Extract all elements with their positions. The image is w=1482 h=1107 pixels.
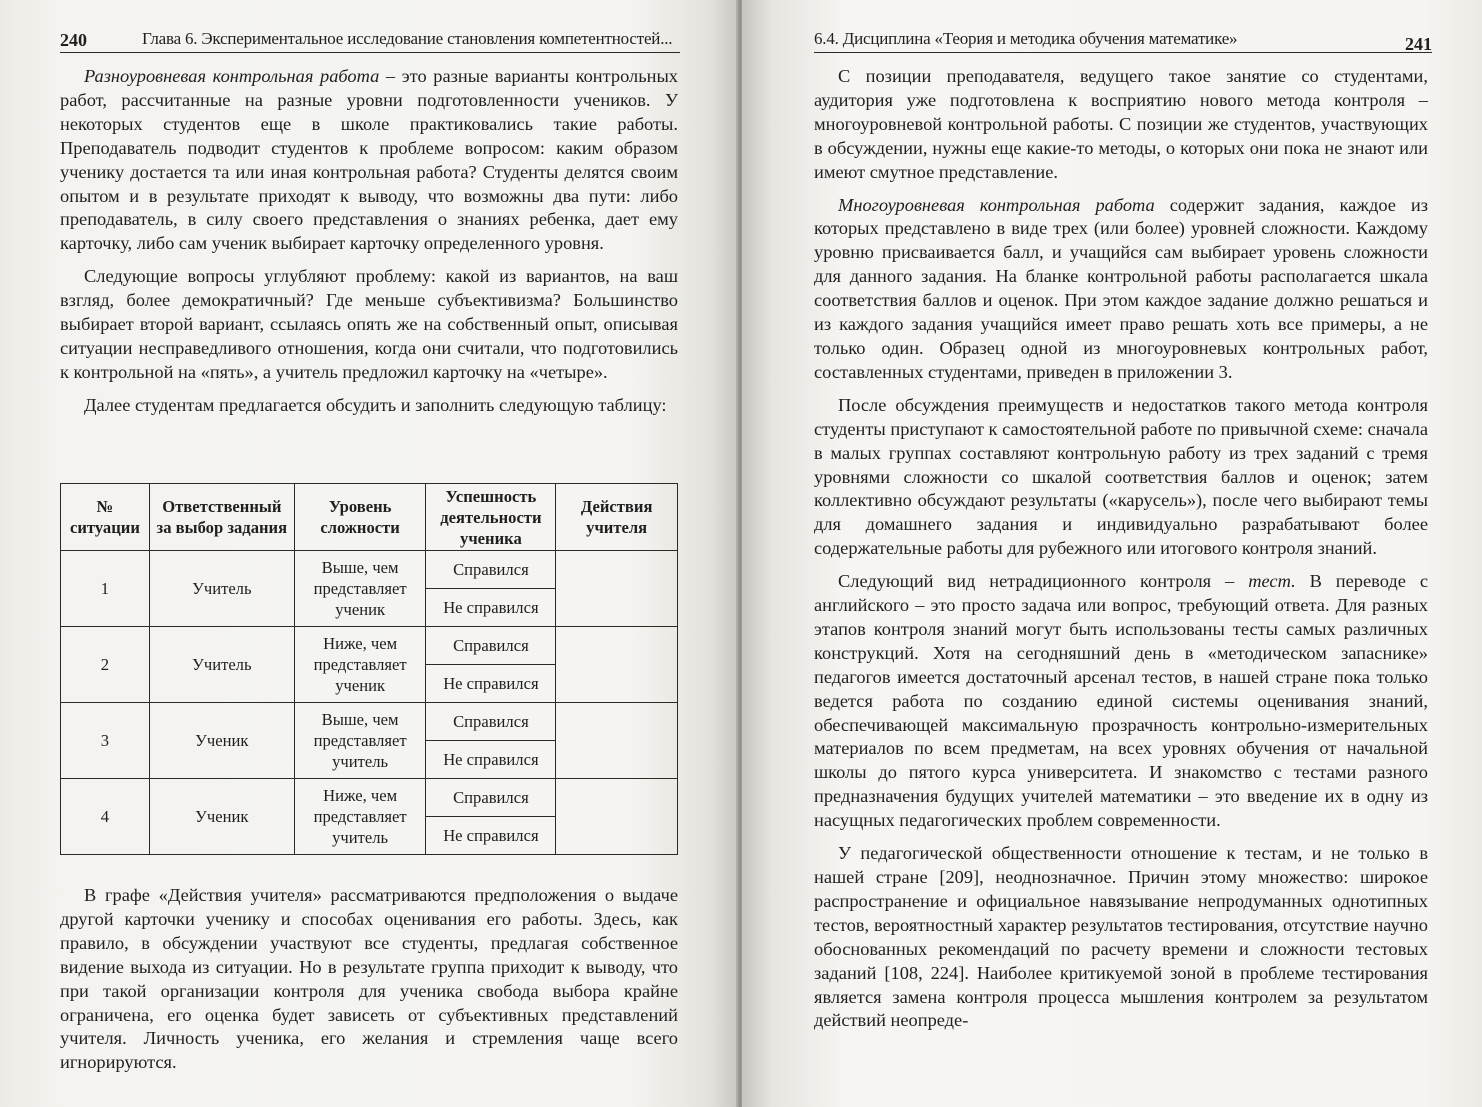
table-header-row (61, 484, 678, 551)
table-row: Не справился (61, 665, 678, 703)
right-running-head-title: 6.4. Дисциплина «Теория и методика обучения математике» (814, 29, 1238, 48)
header-teacher-actions: Действия учителя (556, 484, 678, 551)
table-row: 2 Учитель Ниже, чем представляет ученик Справился (61, 627, 678, 665)
header-situation-number: № ситуации (61, 484, 150, 551)
right-paragraph-1: С позиции преподавателя, ведущего такое занятие со студентами, аудитория уже подготовлена к восприятию нового метода контроля – многоуровневой контрольной работы. С позиции же студентов, участвующих в обсуждении, нужны еще какие-то методы, о которых они пока не знают или имеют смутное представление. (814, 66, 1428, 182)
teacher-actions-cell (556, 551, 678, 627)
left-paragraph-3: Далее студентам предлагается обсудить и заполнить следующую таблицу: (84, 394, 667, 415)
left-page (0, 0, 738, 1107)
left-page-number: 240 (60, 30, 87, 50)
teacher-actions-cell (556, 703, 678, 779)
right-page (742, 0, 1482, 1107)
left-text-bottom (60, 884, 678, 1084)
term-raznourovnevaya: Разноуровневая контрольная работа (84, 66, 380, 86)
table-row: Не справился (61, 817, 678, 855)
term-test: тест. (1248, 571, 1296, 592)
header-success: Успешность деятельности ученика (426, 484, 556, 551)
header-responsible: Ответственный за выбор задания (149, 484, 294, 551)
teacher-actions-cell (556, 779, 678, 855)
teacher-actions-cell (556, 627, 678, 703)
left-paragraph-2: Следующие вопросы углубляют проблему: какой из вариантов, на ваш взгляд, более демократичный? Где меньше субъективизма? Большинство выбирает второй вариант, ссылаясь опять же на собственный опыт, описывая ситуации несправедливого отношения, когда они считали, что подготовились к контрольной на «пять», а учитель предложил карточку на «четыре». (60, 266, 678, 382)
left-paragraph-1: Разноуровневая контрольная работа – это разные варианты контрольных работ, рассчитанные на разные уровни подготовленности учеников. У некоторых студентов еще в школе практиковались такие работы. Преподаватель подводит студентов к проблеме вопросом: каким образом ученику достается та или иная контрольная работа? Студенты делятся своим опытом и в результате приходят к выводу, что возможны два пути: либо преподаватель, в силу своего представления о знаниях ребенка, дает ему карточку, либо сам ученик выбирает карточку определенного уровня. (60, 66, 678, 254)
right-paragraph-3: После обсуждения преимуществ и недостатков такого метода контроля студенты приступают к самостоятельной работе по привычной схеме: сначала в малых группах составляют контрольную работу из трех заданий с тремя уровнями сложности со шкалой соответствия баллов и оценок; затем коллективно обсуждают результаты («карусель»), после чего выбирают темы для домашнего задания и индивидуально разрабатывают более содержательные работы для рубежного или итогового контроля знаний. (814, 394, 1428, 559)
right-paragraph-4: Следующий вид нетрадиционного контроля – тест. В переводе с английского – это просто задача или вопрос, требующий ответа. Для разных этапов контроля знаний могут быть использованы тесты самых различных конструкций. Хотя на сегодняшний день в «методическом запаснике» педагогов имеется достаточный арсенал тестов, в нашей стране пока только ведется работа по созданию единой системы оценивания знаний, обеспечивающей максимальную прозрачность контрольно-измерительных материалов по всем предметам, на всех уровнях обучения от начальной школы до пятого курса университета. И знакомство с тестами разного предназначения будущих учителей математики – это введение их в одну из насущных педагогических проблем современности. (814, 571, 1429, 831)
left-running-header (60, 26, 680, 53)
right-text (814, 65, 1428, 1042)
table-row: Не справился (61, 589, 678, 627)
table-row: 4 Ученик Ниже, чем представляет учитель Справился (61, 779, 678, 817)
situations-table (60, 483, 678, 855)
left-paragraph-4: В графе «Действия учителя» рассматриваются предположения о выдаче другой карточки ученику и способах оценивания его работы. Здесь, как правило, в обсуждении участвуют все студенты, предлагая собственное видение выхода из ситуации. Но в результате группа приходит к выводу, что при такой организации контроля для ученика свобода выбора крайне ограничена, его оценка будет зависеть от субъективных представлений учителя. Личность ученика, его желания и стремления чаще всего игнорируются. (60, 885, 678, 1073)
table-row: 1 Учитель Выше, чем представляет ученик Справился (61, 551, 678, 589)
right-paragraph-2: Многоуровневая контрольная работа содержит задания, каждое из которых представлено в виде трех (или более) уровней сложности. Каждому уровню присваивается балл, и учащийся сам выбирает уровень сложности для данного задания. На бланке контрольной работы располагается шкала соответствия баллов и оценок. При этом каждое задание должно решаться и из каждого задания учащийся имеет право решать хоть все примеры, а не только один. Образец одной из многоуровневых контрольных работ, составленных студентами, приведен в приложении 3. (814, 194, 1428, 382)
right-page-number: 241 (1405, 34, 1432, 54)
left-running-head-title: Глава 6. Экспериментальное исследование становления компетентностей... (142, 29, 673, 48)
right-running-header (814, 26, 1432, 53)
left-text-top (60, 65, 678, 427)
table-row: 3 Ученик Выше, чем представляет учитель Справился (61, 703, 678, 741)
term-mnogourovnevaya: Многоуровневая контрольная работа (838, 194, 1155, 215)
right-paragraph-5: У педагогической общественности отношение к тестам, и не только в нашей стране [209], неоднозначное. Причин этому множество: широкое распространение и официальное навязывание непродуманных однотипных тестов, вероятностный характер результатов тестирования, отсутствие научно обоснованных рекомендаций по расчету времени и сложности тестовых заданий [108, 224]. Наиболее критикуемой зоной в проблеме тестирования является замена контроля процесса мышления контролем за результатом действий неопреде- (814, 843, 1428, 1031)
table-row: Не справился (61, 741, 678, 779)
header-level: Уровень сложности (294, 484, 426, 551)
